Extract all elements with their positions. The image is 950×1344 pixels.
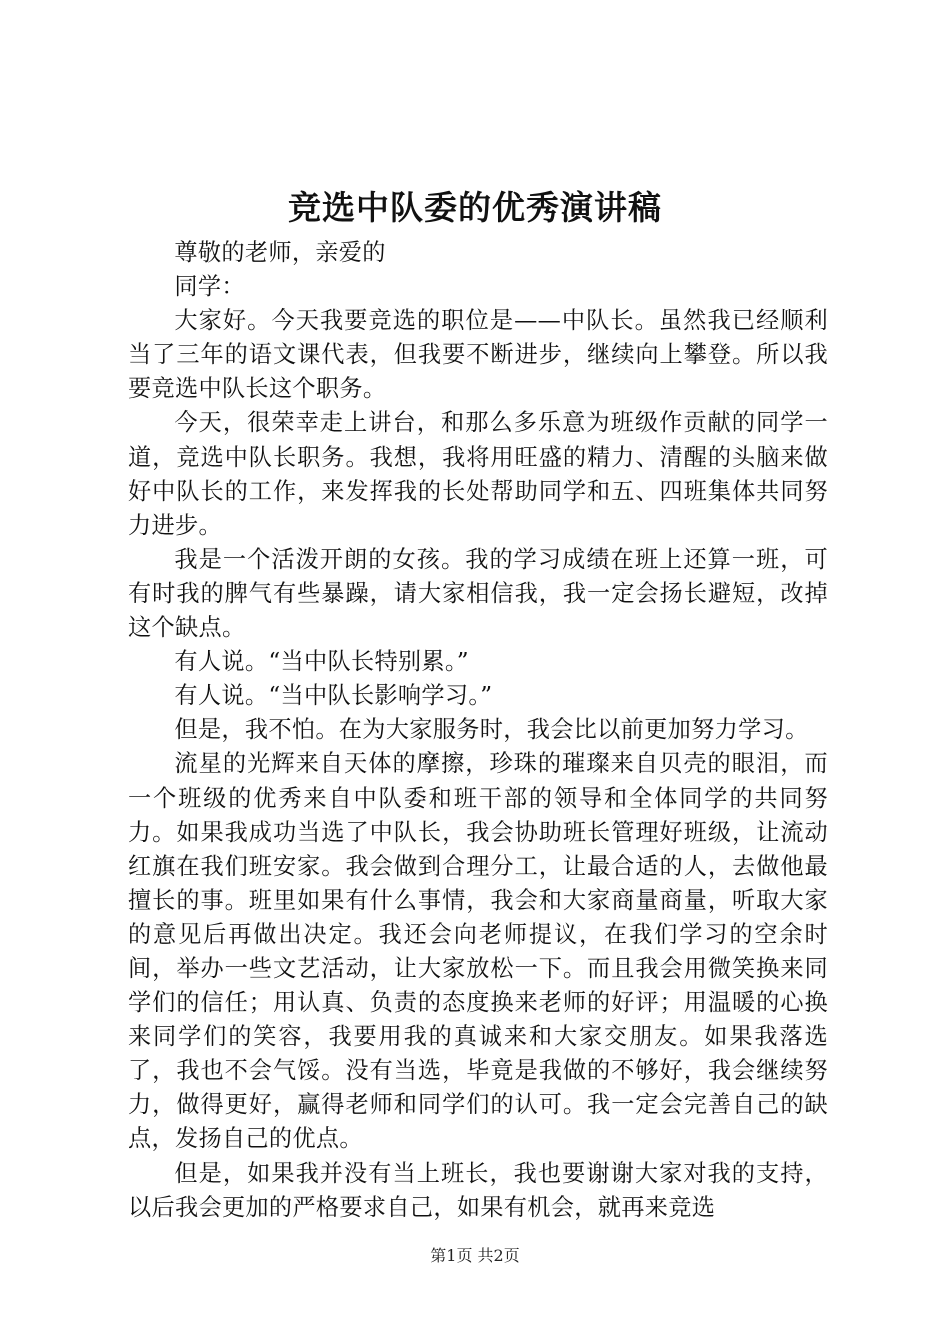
- document-body: [128, 236, 828, 1225]
- greeting-line-continued: 同学：: [174, 273, 245, 301]
- body-paragraph: 大家好。今天我要竞选的职位是——中队长。虽然我已经顺利当了三年的语文课代表，但我要不断进步，继续向上攀登。所以我要竞选中队长这个职务。: [128, 307, 828, 403]
- quote-paragraph: 有人说。“当中队长特别累。”: [174, 648, 469, 676]
- greeting-line: 尊敬的老师，亲爱的: [174, 239, 386, 266]
- body-paragraph: 今天，很荣幸走上讲台，和那么多乐意为班级作贡献的同学一道，竞选中队长职务。我想，我将用旺盛的精力、清醒的头脑来做好中队长的工作，来发挥我的长处帮助同学和五、四班集体共同努力进步。: [128, 409, 828, 539]
- body-paragraph: 我是一个活泼开朗的女孩。我的学习成绩在班上还算一班，可有时我的脾气有些暴躁，请大家相信我，我一定会扬长避短，改掉这个缺点。: [128, 545, 828, 642]
- body-paragraph: 流星的光辉来自天体的摩擦，珍珠的璀璨来自贝壳的眼泪，而一个班级的优秀来自中队委和班干部的领导和全体同学的共同努力。如果我成功当选了中队长，我会协助班长管理好班级，让流动红旗在我们班安家。我会做到合理分工，让最合适的人，去做他最擅长的事。班里如果有什么事情，我会和大家商量商量，听取大家的意见后再做出决定。我还会向老师提议，在我们学习的空余时间，举办一些文艺活动，让大家放松一下。而且我会用微笑换来同学们的信任；用认真、负责的态度换来老师的好评；用温暖的心换来同学们的笑容，我要用我的真诚来和大家交朋友。如果我落选了，我也不会气馁。没有当选，毕竟是我做的不够好，我会继续努力，做得更好，赢得老师和同学们的认可。我一定会完善自己的缺点，发扬自己的优点。: [128, 750, 828, 1153]
- body-paragraph: 但是，我不怕。在为大家服务时，我会比以前更加努力学习。: [174, 716, 809, 744]
- page-footer: 第1页 共2页: [430, 1246, 520, 1265]
- body-paragraph: 但是，如果我并没有当上班长，我也要谢谢大家对我的支持，以后我会更加的严格要求自己，如果有机会，就再来竞选: [128, 1159, 828, 1221]
- quote-paragraph: 有人说。“当中队长影响学习。”: [174, 682, 493, 710]
- document-title: 竞选中队委的优秀演讲稿: [288, 188, 662, 227]
